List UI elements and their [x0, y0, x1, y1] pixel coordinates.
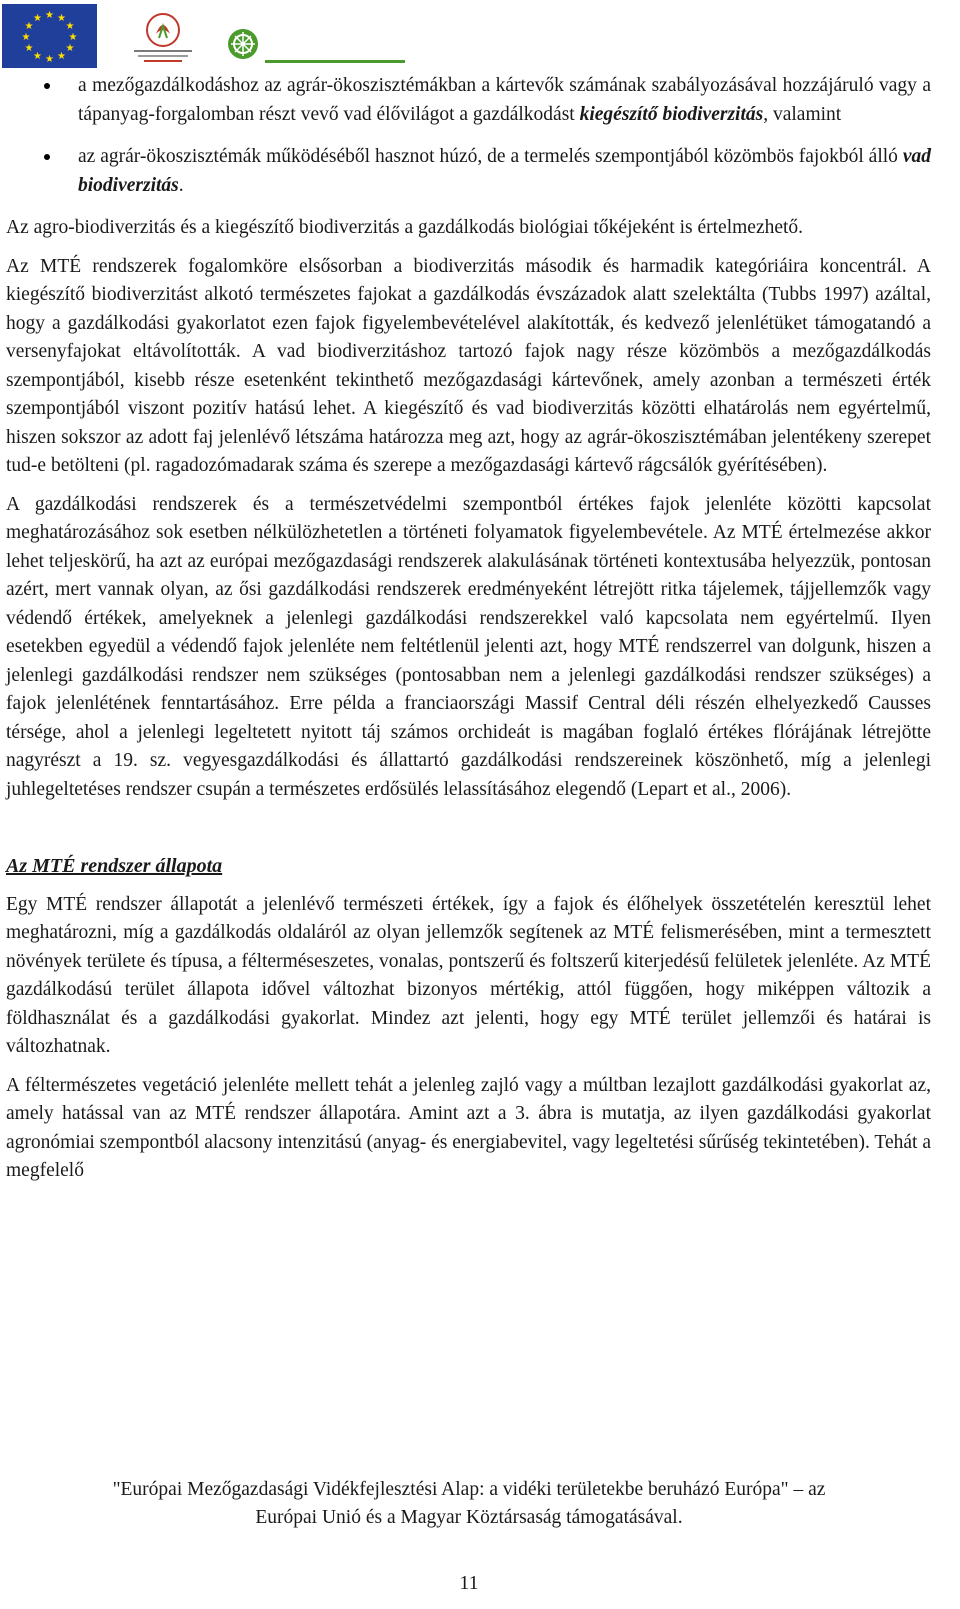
uj-magyarorszag-logo [128, 12, 198, 68]
footer-line-1: "Európai Mezőgazdasági Vidékfejlesztési Alap: a vidéki területekbe beruházó Európa" – az [112, 1479, 826, 1500]
bullet-text-end: , valamint [763, 103, 842, 125]
svg-text:★: ★ [24, 43, 34, 54]
page-footer [0, 1476, 938, 1532]
bullet-icon [44, 83, 50, 89]
section-heading: Az MTÉ rendszer állapota [6, 855, 223, 877]
svg-text:★: ★ [33, 13, 42, 24]
paragraph: Az MTÉ rendszerek fogalomköre elsősorban a biodiverzitás második és harmadik kategóriáira koncentrál. A kiegészítő biodiverzitást alkotó természetes fajokat a gazdálkodás évszázadok alatt szelektálta (Tubbs 1997) azáltal, hogy a gazdálkodási gyakorlatot ezen fajok figyelembevételével alakították, és kedvező jelenlétüket támogatandó a versenyfajokat eltávolították. A vad biodiverzitáshoz tartozó fajok nagy része közömbös a mezőgazdálkodás szempontjából, kisebb része esetenként tekinthető mezőgazdasági kártevőnek, amely azonban a természeti érték szempontjából viszont pozitív hatású lehet. A kiegészítő és vad biodiverzitás közötti elhatárolás nem egyértelmű, hiszen sokszor az adott faj jelenlévő létszáma határozza meg azt, hogy az agrár-ökoszisztémában jelentékeny szerepet tud-e betölteni (pl. ragadozómadarak száma és szerepe a mezőgazdasági kártevő rágcsálók gyérítésében). [6, 255, 931, 476]
list-item [6, 143, 931, 200]
svg-text:★: ★ [21, 32, 31, 43]
bullet-text-end: . [178, 174, 184, 196]
svg-text:★: ★ [65, 43, 75, 54]
svg-text:★: ★ [33, 51, 42, 62]
svg-text:★: ★ [57, 51, 66, 62]
bullet-text: az agrár-ökoszisztémák működéséből hasznot húzó, de a termelés szempontjából közömbös fajokból álló [78, 146, 903, 167]
bullet-list [6, 72, 931, 200]
page-header [0, 0, 960, 72]
green-capital-logo [225, 24, 410, 66]
svg-text:★: ★ [65, 21, 75, 32]
paragraph: A gazdálkodási rendszerek és a természetvédelmi szempontból értékes fajok jelenléte közötti kapcsolat meghatározásához sok esetben nélkülözhetetlen a történeti folyamatok figyelembevétele. Az MTÉ értelmezése akkor lehet teljeskörű, ha azt az európai mezőgazdasági rendszerek alakulásának történeti kontextusába helyezzük, pontosan azért, mert vannak olyan, az ősi gazdálkodási rendszerek eredményeként létrejött ritka tájelemek, tájjellemzők vagy védendő értékek, amelyeknek a jelenlegi gazdálkodási rendszerekkel való kapcsolata nem egyértelmű. Ilyen esetekben egyedül a védendő fajok jelenléte nem feltétlenül jelenti azt, hogy MTÉ rendszerrel van dolgunk, hiszen a jelenlegi gazdálkodási rendszer nem szükséges (pontosabban nem a jelenlegi gazdálkodási rendszer szükséges) a fajok jelenlétének fenntartásához. Erre példa a franciaországi Massif Central déli részén elhelyezkedő Causses térsége, ahol a jelenlegi legeltetett nyitott táj számos orchideát is magában foglaló értékes flórájának létrejötte nagyrészt a 19. sz. vegyesgazdálkodási és állattartó gazdálkodási rendszereinek köszönhető, míg a jelenlegi juhlegeltetéses rendszer csupán a természetes erdősülés lelassításához elegendő (Lepart et al., 2006). [6, 493, 931, 800]
document-body [6, 72, 931, 1186]
eu-flag-logo [2, 4, 97, 68]
emphasis-term: vad biodiverzitás [78, 146, 931, 196]
page-number: 11 [459, 1572, 479, 1594]
svg-text:★: ★ [68, 32, 78, 43]
green-capital-underline [265, 60, 405, 63]
svg-text:★: ★ [57, 13, 66, 24]
paragraph: A féltermészetes vegetáció jelenléte mellett tehát a jelenleg zajló vagy a múltban lezajlott gazdálkodási gyakorlat az, amely hatással van az MTÉ rendszer állapotára. Amint azt a 3. ábra is mutatja, az ilyen gazdálkodási gyakorlat agronómiai szempontból alacsony intenzitású (anyag- és energiabevitel, vagy legeltetési sűrűség tekintetében). Tehát a megfelelő [6, 1074, 931, 1181]
emphasis-term: kiegészítő biodiverzitás [579, 103, 764, 125]
svg-text:★: ★ [45, 54, 54, 65]
bullet-text: a mezőgazdálkodáshoz az agrár-ökoszisztémákban a kártevők számának szabályozásával hozzájáruló vagy a tápanyag-forgalomban részt vevő vad élővilágot a gazdálkodást [78, 75, 931, 125]
svg-text:★: ★ [45, 10, 54, 21]
bullet-icon [44, 154, 50, 160]
footer-line-2: Európai Unió és a Magyar Köztársaság támogatásával. [255, 1507, 683, 1528]
paragraph: Egy MTÉ rendszer állapotát a jelenlévő természeti értékek, így a fajok és élőhelyek összetételén keresztül lehet meghatározni, míg a gazdálkodás oldaláról az olyan jellemzők segítenek az MTÉ felismerésében, mint a termesztett növények területe és típusa, a félterméseszetes, vonalas, pontszerű és foltszerű kiterjedésű felületek jelenléte. Az MTÉ gazdálkodású terület állapota idővel változhat bizonyos mértékig, attól függően, hogy miképpen változik a földhasználat és a gazdálkodási gyakorlat. Mindez azt jelenti, hogy egy MTÉ terület jellemzői és határai is változhatnak. [6, 893, 931, 1057]
list-item [6, 72, 931, 129]
paragraph: Az agro-biodiverzitás és a kiegészítő biodiverzitás a gazdálkodás biológiai tőkéjeként is értelmezhető. [6, 217, 804, 238]
svg-text:★: ★ [24, 21, 34, 32]
